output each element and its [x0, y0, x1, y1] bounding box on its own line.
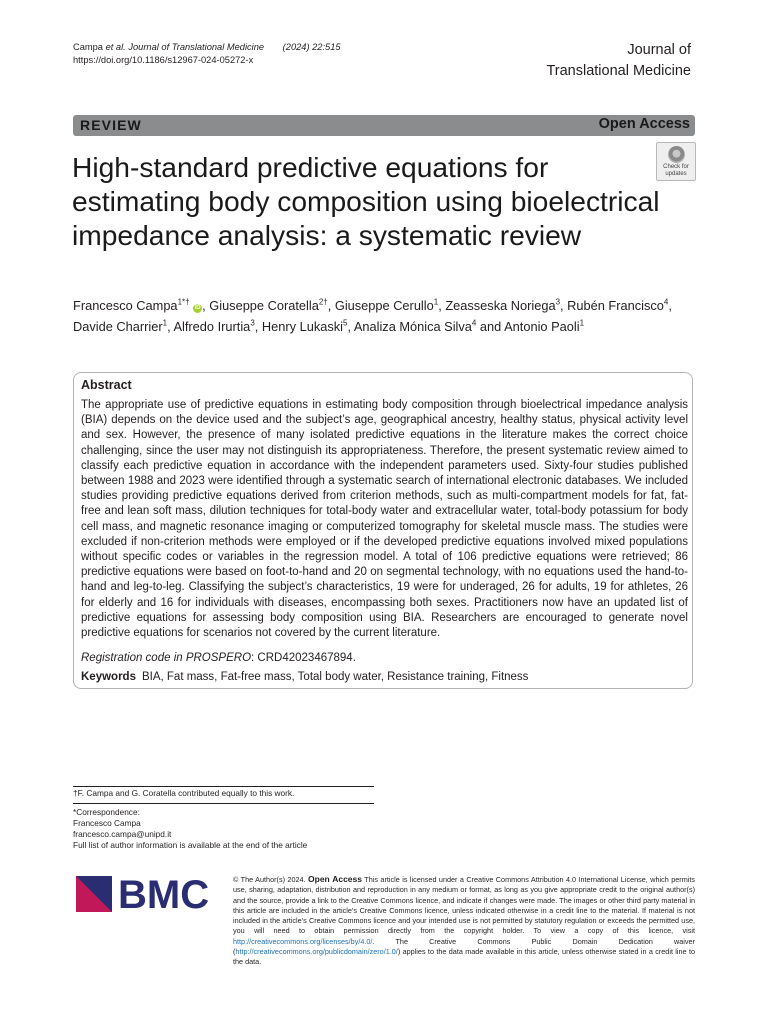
journal-name — [546, 40, 691, 82]
abstract-body: The appropriate use of predictive equations in estimating body composition through bioelectrical impedance analysis (BIA) depends on the device used and the subject’s age, geographical ancestry, healthy status, physical activity level and sex. However, the presence of many isolated predictive equations in the literature makes the correct choice challenging, since the user may not distinguish its appropriateness. Therefore, the present systematic review aimed to classify each predictive equation in accordance with the independent parameters used. Sixty-four studies published between 1988 and 2023 were identified through a systematic search of international electronic databases. We included studies providing predictive equations derived from criterion methods, such as multi-compartment models for fat, fat-free and lean soft mass, dilution techniques for total-body water and extracellular water, total-body potassium for body cell mass, and magnetic resonance imaging or computerized tomography for skeletal muscle mass. The studies were excluded if non-criterion methods were employed or if the developed predictive equations involved mixed populations without specific codes or variables in the regression model. A total of 106 predictive equations were retrieved; 86 predictive equations were based on foot-to-hand and 20 on segmental technology, with no equations used the hand-to-hand and leg-to-leg. Classifying the subject’s characteristics, 19 were for underaged, 26 for adults, 19 for athletes, 26 for elderly and 16 for individuals with diseases, encompassing both sexes. Practitioners now have an updated list of predictive equations for assessing body composition using BIA. Researchers are encouraged to generate novel predictive equations for scenarios not covered by the current literature. — [81, 399, 688, 640]
correspondence-divider — [73, 803, 374, 804]
author-affiliation: 1 — [433, 297, 439, 307]
orcid-icon[interactable]: iD — [194, 305, 201, 311]
license-open-access: Open Access — [308, 874, 362, 884]
author-affiliation: 2† — [318, 297, 328, 307]
citation-header — [73, 41, 341, 67]
author-name: Antonio Paoli — [504, 319, 580, 334]
author-name: Rubén Francisco — [567, 298, 664, 313]
registration-label: Registration code in PROSPERO — [81, 652, 252, 664]
check-for-updates-line2: updates — [665, 170, 687, 177]
keywords-list: BIA, Fat mass, Fat-free mass, Total body water, Resistance training, Fitness — [141, 671, 529, 683]
article-title: High-standard predictive equations for estimating body composition using bioelectrical impedance analysis: a systematic review — [72, 151, 660, 251]
author-affiliation: 1 — [162, 318, 168, 328]
update-check-icon — [668, 146, 685, 163]
license-link-cc-zero[interactable]: http://creativecommons.org/publicdomain/zero/1.0/ — [235, 947, 398, 957]
registration-line — [81, 652, 356, 664]
author-name: Davide Charrier — [73, 319, 163, 334]
author-list: Francesco Campa$^{1*\dagger}$ iD , Giuseppe Coratella$^{2\dagger}$, Giuseppe Cerullo$^1$, Zeasseska Noriega$^3$, Rubén Francisco$^4$, Davide Charrier$^1$, Alfredo Irurtia$^3$, Henry Lukaski$^5$, Analiza Mónica Silva$^4$ and Antonio Paoli$^1$ — [73, 297, 672, 334]
author-name: Henry Lukaski — [261, 319, 343, 334]
author-affiliation: 4 — [663, 297, 669, 307]
author-affiliation: 4 — [471, 318, 477, 328]
license-text-part3: ) applies to the data made available in this article, unless otherwise stated in a credit line to the data. — [233, 947, 695, 967]
registration-value: : CRD42023467894. — [251, 652, 356, 664]
journal-name-line1: Journal of — [627, 42, 691, 58]
keywords-line — [81, 671, 528, 683]
correspondence-name: Francesco Campa — [73, 818, 141, 828]
equal-contribution-note: †F. Campa and G. Coratella contributed equally to this work. — [73, 788, 295, 798]
journal-name-line2: Translational Medicine — [546, 63, 691, 79]
author-name: Giuseppe Coratella — [209, 298, 319, 313]
author-name: Giuseppe Cerullo — [334, 298, 434, 313]
open-access-label: Open Access — [598, 116, 690, 132]
author-name: Francesco Campa — [73, 298, 178, 313]
author-affiliation: 3 — [555, 297, 561, 307]
license-link-cc-by[interactable]: http://creativecommons.org/licenses/by/4.0/ — [233, 936, 373, 946]
citation-authors: Campa — [73, 42, 103, 52]
article-type-bar — [73, 115, 695, 136]
license-text — [233, 874, 695, 968]
author-name: Zeasseska Noriega — [445, 298, 556, 313]
author-affiliation: 3 — [250, 318, 255, 328]
citation-year: (2024) 22:515 — [282, 42, 341, 52]
author-affiliation: 1*† — [177, 297, 190, 307]
bmc-logo — [76, 874, 216, 914]
article-type-label: REVIEW — [80, 117, 142, 133]
abstract-heading: Abstract — [81, 378, 132, 392]
author-info-note: Full list of author information is available at the end of the article — [73, 840, 308, 850]
license-text-part1: This article is licensed under a Creative Commons Attribution 4.0 International License, which permits use, sharing, adaptation, distribution and reproduction in any medium or format, as long as you give appropriate credit to the original author(s) and the source, provide a link to the Creative Commons licence, and indicate if changes were made. The images or other third party material in this article are included in the article’s Creative Commons licence, unless indicated otherwise in a credit line to the material. If material is not included in the article’s Creative Commons licence and your intended use is not permitted by statutory regulation or exceeds the permitted use, you will need to obtain permission directly from the copyright holder. To view a copy of this licence, visit — [233, 875, 695, 936]
check-for-updates-line1: Check for — [663, 164, 689, 170]
footnote-divider — [73, 786, 374, 787]
copyright-notice: © The Author(s) 2024. — [233, 875, 306, 884]
correspondence-email[interactable]: francesco.campa@unipd.it — [73, 829, 172, 839]
correspondence-label: *Correspondence: — [73, 807, 140, 817]
citation-etal: et al. — [105, 42, 126, 52]
author-affiliation: 1 — [579, 318, 585, 328]
license-text-part2: . The Creative Commons Public Domain Dedication waiver ( — [233, 936, 695, 957]
check-for-updates-button[interactable] — [656, 142, 696, 181]
correspondence-block — [73, 807, 307, 851]
author-name: Alfredo Irurtia — [173, 319, 251, 334]
bmc-logo-text: BMC — [118, 874, 210, 914]
author-name: Analiza Mónica Silva — [353, 319, 472, 334]
keywords-label: Keywords — [81, 671, 136, 683]
author-affiliation: 5 — [342, 318, 348, 328]
doi-link[interactable]: https://doi.org/10.1186/s12967-024-05272-x — [73, 55, 254, 65]
citation-journal: Journal of Translational Medicine — [128, 42, 265, 52]
